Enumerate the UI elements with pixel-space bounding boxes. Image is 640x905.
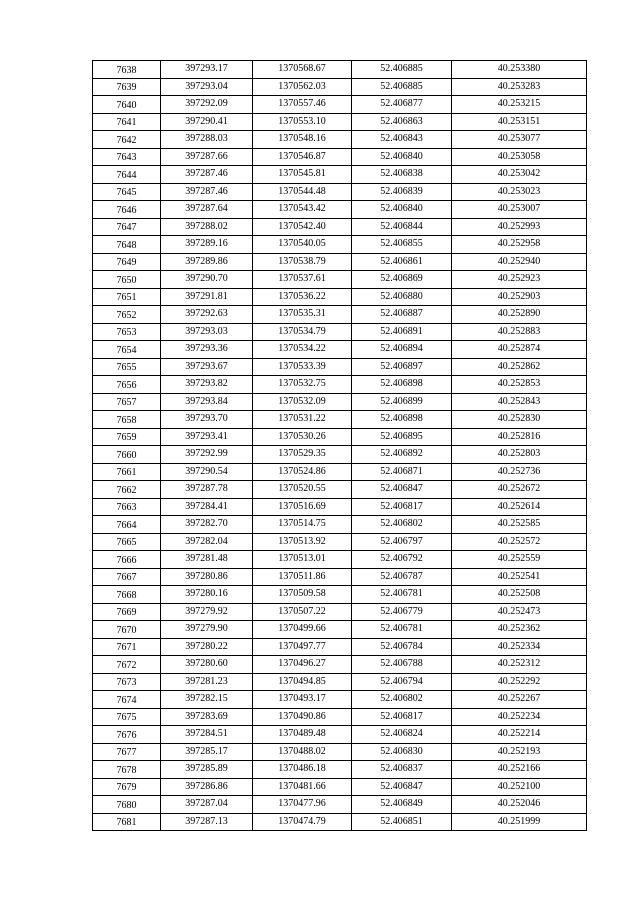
y-coordinate-cell: 1370557.46: [253, 96, 352, 114]
x-coordinate-cell: 397280.16: [161, 586, 253, 604]
point-number-cell: 7640: [93, 96, 161, 114]
point-number-cell: 7676: [93, 726, 161, 744]
point-number-cell: 7662: [93, 481, 161, 499]
point-number-cell: 7678: [93, 761, 161, 779]
x-coordinate-cell: 397279.92: [161, 603, 253, 621]
longitude-cell: 40.252585: [452, 516, 587, 534]
table-row: [93, 673, 587, 691]
table-row: [93, 603, 587, 621]
y-coordinate-cell: 1370548.16: [253, 131, 352, 149]
point-number-cell: 7643: [93, 148, 161, 166]
x-coordinate-cell: 397288.02: [161, 218, 253, 236]
table-row: [93, 323, 587, 341]
table-row: [93, 586, 587, 604]
y-coordinate-cell: 1370524.86: [253, 463, 352, 481]
x-coordinate-cell: 397287.46: [161, 166, 253, 184]
x-coordinate-cell: 397290.41: [161, 113, 253, 131]
y-coordinate-cell: 1370530.26: [253, 428, 352, 446]
x-coordinate-cell: 397284.51: [161, 726, 253, 744]
y-coordinate-cell: 1370553.10: [253, 113, 352, 131]
longitude-cell: 40.252292: [452, 673, 587, 691]
longitude-cell: 40.252362: [452, 621, 587, 639]
table-row: [93, 113, 587, 131]
x-coordinate-cell: 397280.22: [161, 638, 253, 656]
y-coordinate-cell: 1370529.35: [253, 446, 352, 464]
table-row: [93, 516, 587, 534]
table-row: [93, 393, 587, 411]
longitude-cell: 40.252803: [452, 446, 587, 464]
x-coordinate-cell: 397290.54: [161, 463, 253, 481]
table-row: [93, 201, 587, 219]
table-row: [93, 481, 587, 499]
y-coordinate-cell: 1370538.79: [253, 253, 352, 271]
point-number-cell: 7671: [93, 638, 161, 656]
x-coordinate-cell: 397290.70: [161, 271, 253, 289]
latitude-cell: 52.406840: [352, 201, 452, 219]
longitude-cell: 40.252234: [452, 708, 587, 726]
table-row: [93, 78, 587, 96]
latitude-cell: 52.406840: [352, 148, 452, 166]
longitude-cell: 40.252890: [452, 306, 587, 324]
y-coordinate-cell: 1370562.03: [253, 78, 352, 96]
y-coordinate-cell: 1370477.96: [253, 796, 352, 814]
latitude-cell: 52.406784: [352, 638, 452, 656]
y-coordinate-cell: 1370494.85: [253, 673, 352, 691]
longitude-cell: 40.252334: [452, 638, 587, 656]
latitude-cell: 52.406891: [352, 323, 452, 341]
x-coordinate-cell: 397285.89: [161, 761, 253, 779]
table-row: [93, 638, 587, 656]
point-number-cell: 7660: [93, 446, 161, 464]
latitude-cell: 52.406855: [352, 236, 452, 254]
table-row: [93, 411, 587, 429]
table-row: [93, 656, 587, 674]
longitude-cell: 40.252672: [452, 481, 587, 499]
point-number-cell: 7654: [93, 341, 161, 359]
x-coordinate-cell: 397289.16: [161, 236, 253, 254]
point-number-cell: 7657: [93, 393, 161, 411]
latitude-cell: 52.406824: [352, 726, 452, 744]
table-row: [93, 463, 587, 481]
y-coordinate-cell: 1370513.01: [253, 551, 352, 569]
latitude-cell: 52.406787: [352, 568, 452, 586]
x-coordinate-cell: 397282.15: [161, 691, 253, 709]
y-coordinate-cell: 1370474.79: [253, 813, 352, 831]
longitude-cell: 40.252214: [452, 726, 587, 744]
latitude-cell: 52.406817: [352, 708, 452, 726]
point-number-cell: 7651: [93, 288, 161, 306]
y-coordinate-cell: 1370507.22: [253, 603, 352, 621]
table-row: [93, 218, 587, 236]
longitude-cell: 40.253283: [452, 78, 587, 96]
x-coordinate-cell: 397284.41: [161, 498, 253, 516]
y-coordinate-cell: 1370531.22: [253, 411, 352, 429]
x-coordinate-cell: 397287.64: [161, 201, 253, 219]
longitude-cell: 40.252843: [452, 393, 587, 411]
y-coordinate-cell: 1370497.77: [253, 638, 352, 656]
point-number-cell: 7661: [93, 463, 161, 481]
x-coordinate-cell: 397279.90: [161, 621, 253, 639]
table-row: [93, 148, 587, 166]
x-coordinate-cell: 397288.03: [161, 131, 253, 149]
longitude-cell: 40.251999: [452, 813, 587, 831]
table-row: [93, 761, 587, 779]
x-coordinate-cell: 397280.60: [161, 656, 253, 674]
x-coordinate-cell: 397285.17: [161, 743, 253, 761]
latitude-cell: 52.406894: [352, 341, 452, 359]
point-number-cell: 7677: [93, 743, 161, 761]
table-row: [93, 61, 587, 79]
latitude-cell: 52.406892: [352, 446, 452, 464]
y-coordinate-cell: 1370514.75: [253, 516, 352, 534]
point-number-cell: 7669: [93, 603, 161, 621]
latitude-cell: 52.406869: [352, 271, 452, 289]
latitude-cell: 52.406898: [352, 376, 452, 394]
point-number-cell: 7641: [93, 113, 161, 131]
longitude-cell: 40.252559: [452, 551, 587, 569]
table-row: [93, 131, 587, 149]
point-number-cell: 7652: [93, 306, 161, 324]
x-coordinate-cell: 397281.23: [161, 673, 253, 691]
table-row: [93, 691, 587, 709]
longitude-cell: 40.252883: [452, 323, 587, 341]
table-row: [93, 778, 587, 796]
x-coordinate-cell: 397293.03: [161, 323, 253, 341]
latitude-cell: 52.406802: [352, 691, 452, 709]
latitude-cell: 52.406863: [352, 113, 452, 131]
table-row: [93, 428, 587, 446]
latitude-cell: 52.406844: [352, 218, 452, 236]
y-coordinate-cell: 1370545.81: [253, 166, 352, 184]
y-coordinate-cell: 1370490.86: [253, 708, 352, 726]
longitude-cell: 40.252993: [452, 218, 587, 236]
longitude-cell: 40.253023: [452, 183, 587, 201]
table-row: [93, 708, 587, 726]
point-number-cell: 7680: [93, 796, 161, 814]
longitude-cell: 40.252312: [452, 656, 587, 674]
latitude-cell: 52.406877: [352, 96, 452, 114]
longitude-cell: 40.253058: [452, 148, 587, 166]
point-number-cell: 7663: [93, 498, 161, 516]
y-coordinate-cell: 1370513.92: [253, 533, 352, 551]
y-coordinate-cell: 1370520.55: [253, 481, 352, 499]
longitude-cell: 40.253007: [452, 201, 587, 219]
table-row: [93, 533, 587, 551]
latitude-cell: 52.406895: [352, 428, 452, 446]
latitude-cell: 52.406839: [352, 183, 452, 201]
x-coordinate-cell: 397287.46: [161, 183, 253, 201]
latitude-cell: 52.406802: [352, 516, 452, 534]
table-row: [93, 551, 587, 569]
point-number-cell: 7674: [93, 691, 161, 709]
table-row: [93, 183, 587, 201]
longitude-cell: 40.252862: [452, 358, 587, 376]
table-row: [93, 306, 587, 324]
y-coordinate-cell: 1370489.48: [253, 726, 352, 744]
table-row: [93, 253, 587, 271]
point-number-cell: 7646: [93, 201, 161, 219]
x-coordinate-cell: 397287.13: [161, 813, 253, 831]
y-coordinate-cell: 1370533.39: [253, 358, 352, 376]
point-number-cell: 7642: [93, 131, 161, 149]
x-coordinate-cell: 397287.04: [161, 796, 253, 814]
table-row: [93, 568, 587, 586]
point-number-cell: 7645: [93, 183, 161, 201]
table-row: [93, 166, 587, 184]
table-row: [93, 358, 587, 376]
longitude-cell: 40.252940: [452, 253, 587, 271]
point-number-cell: 7653: [93, 323, 161, 341]
x-coordinate-cell: 397293.84: [161, 393, 253, 411]
longitude-cell: 40.252572: [452, 533, 587, 551]
table-row: [93, 236, 587, 254]
longitude-cell: 40.252853: [452, 376, 587, 394]
x-coordinate-cell: 397293.04: [161, 78, 253, 96]
point-number-cell: 7650: [93, 271, 161, 289]
longitude-cell: 40.252508: [452, 586, 587, 604]
longitude-cell: 40.252267: [452, 691, 587, 709]
table-row: [93, 621, 587, 639]
x-coordinate-cell: 397292.99: [161, 446, 253, 464]
point-number-cell: 7665: [93, 533, 161, 551]
point-number-cell: 7655: [93, 358, 161, 376]
latitude-cell: 52.406851: [352, 813, 452, 831]
longitude-cell: 40.252923: [452, 271, 587, 289]
table-row: [93, 726, 587, 744]
table-row: [93, 796, 587, 814]
longitude-cell: 40.253151: [452, 113, 587, 131]
latitude-cell: 52.406794: [352, 673, 452, 691]
longitude-cell: 40.252830: [452, 411, 587, 429]
y-coordinate-cell: 1370544.48: [253, 183, 352, 201]
y-coordinate-cell: 1370532.75: [253, 376, 352, 394]
y-coordinate-cell: 1370499.66: [253, 621, 352, 639]
longitude-cell: 40.252166: [452, 761, 587, 779]
latitude-cell: 52.406830: [352, 743, 452, 761]
latitude-cell: 52.406898: [352, 411, 452, 429]
longitude-cell: 40.252903: [452, 288, 587, 306]
table-row: [93, 96, 587, 114]
coordinates-table: [92, 60, 587, 831]
point-number-cell: 7667: [93, 568, 161, 586]
point-number-cell: 7644: [93, 166, 161, 184]
y-coordinate-cell: 1370537.61: [253, 271, 352, 289]
point-number-cell: 7639: [93, 78, 161, 96]
latitude-cell: 52.406887: [352, 306, 452, 324]
latitude-cell: 52.406861: [352, 253, 452, 271]
point-number-cell: 7659: [93, 428, 161, 446]
point-number-cell: 7658: [93, 411, 161, 429]
x-coordinate-cell: 397281.48: [161, 551, 253, 569]
table-row: [93, 341, 587, 359]
table-row: [93, 288, 587, 306]
point-number-cell: 7668: [93, 586, 161, 604]
y-coordinate-cell: 1370534.79: [253, 323, 352, 341]
longitude-cell: 40.253042: [452, 166, 587, 184]
y-coordinate-cell: 1370536.22: [253, 288, 352, 306]
x-coordinate-cell: 397293.36: [161, 341, 253, 359]
y-coordinate-cell: 1370540.05: [253, 236, 352, 254]
x-coordinate-cell: 397283.69: [161, 708, 253, 726]
x-coordinate-cell: 397280.86: [161, 568, 253, 586]
point-number-cell: 7656: [93, 376, 161, 394]
longitude-cell: 40.252958: [452, 236, 587, 254]
x-coordinate-cell: 397289.86: [161, 253, 253, 271]
y-coordinate-cell: 1370532.09: [253, 393, 352, 411]
latitude-cell: 52.406781: [352, 621, 452, 639]
table-row: [93, 743, 587, 761]
longitude-cell: 40.253077: [452, 131, 587, 149]
table-row: [93, 271, 587, 289]
y-coordinate-cell: 1370534.22: [253, 341, 352, 359]
longitude-cell: 40.253380: [452, 61, 587, 79]
longitude-cell: 40.253215: [452, 96, 587, 114]
x-coordinate-cell: 397293.41: [161, 428, 253, 446]
table-row: [93, 446, 587, 464]
latitude-cell: 52.406817: [352, 498, 452, 516]
longitude-cell: 40.252736: [452, 463, 587, 481]
y-coordinate-cell: 1370481.66: [253, 778, 352, 796]
latitude-cell: 52.406885: [352, 78, 452, 96]
x-coordinate-cell: 397293.82: [161, 376, 253, 394]
coordinates-table-body: [93, 61, 587, 831]
longitude-cell: 40.252614: [452, 498, 587, 516]
longitude-cell: 40.252874: [452, 341, 587, 359]
y-coordinate-cell: 1370496.27: [253, 656, 352, 674]
table-row: [93, 813, 587, 831]
y-coordinate-cell: 1370543.42: [253, 201, 352, 219]
point-number-cell: 7648: [93, 236, 161, 254]
y-coordinate-cell: 1370493.17: [253, 691, 352, 709]
latitude-cell: 52.406847: [352, 481, 452, 499]
x-coordinate-cell: 397287.66: [161, 148, 253, 166]
longitude-cell: 40.252100: [452, 778, 587, 796]
y-coordinate-cell: 1370509.58: [253, 586, 352, 604]
point-number-cell: 7670: [93, 621, 161, 639]
latitude-cell: 52.406885: [352, 61, 452, 79]
point-number-cell: 7664: [93, 516, 161, 534]
longitude-cell: 40.252541: [452, 568, 587, 586]
table-row: [93, 498, 587, 516]
x-coordinate-cell: 397287.78: [161, 481, 253, 499]
latitude-cell: 52.406838: [352, 166, 452, 184]
y-coordinate-cell: 1370535.31: [253, 306, 352, 324]
latitude-cell: 52.406779: [352, 603, 452, 621]
point-number-cell: 7681: [93, 813, 161, 831]
y-coordinate-cell: 1370486.18: [253, 761, 352, 779]
point-number-cell: 7638: [93, 61, 161, 79]
y-coordinate-cell: 1370488.02: [253, 743, 352, 761]
x-coordinate-cell: 397293.67: [161, 358, 253, 376]
x-coordinate-cell: 397286.86: [161, 778, 253, 796]
y-coordinate-cell: 1370516.69: [253, 498, 352, 516]
latitude-cell: 52.406897: [352, 358, 452, 376]
x-coordinate-cell: 397293.70: [161, 411, 253, 429]
latitude-cell: 52.406871: [352, 463, 452, 481]
longitude-cell: 40.252193: [452, 743, 587, 761]
latitude-cell: 52.406837: [352, 761, 452, 779]
point-number-cell: 7672: [93, 656, 161, 674]
y-coordinate-cell: 1370542.40: [253, 218, 352, 236]
latitude-cell: 52.406797: [352, 533, 452, 551]
y-coordinate-cell: 1370546.87: [253, 148, 352, 166]
latitude-cell: 52.406843: [352, 131, 452, 149]
point-number-cell: 7666: [93, 551, 161, 569]
x-coordinate-cell: 397291.81: [161, 288, 253, 306]
x-coordinate-cell: 397282.70: [161, 516, 253, 534]
latitude-cell: 52.406788: [352, 656, 452, 674]
x-coordinate-cell: 397292.09: [161, 96, 253, 114]
longitude-cell: 40.252816: [452, 428, 587, 446]
latitude-cell: 52.406849: [352, 796, 452, 814]
point-number-cell: 7673: [93, 673, 161, 691]
latitude-cell: 52.406792: [352, 551, 452, 569]
x-coordinate-cell: 397293.17: [161, 61, 253, 79]
point-number-cell: 7649: [93, 253, 161, 271]
point-number-cell: 7647: [93, 218, 161, 236]
longitude-cell: 40.252473: [452, 603, 587, 621]
y-coordinate-cell: 1370568.67: [253, 61, 352, 79]
latitude-cell: 52.406847: [352, 778, 452, 796]
latitude-cell: 52.406781: [352, 586, 452, 604]
longitude-cell: 40.252046: [452, 796, 587, 814]
x-coordinate-cell: 397292.63: [161, 306, 253, 324]
point-number-cell: 7679: [93, 778, 161, 796]
table-row: [93, 376, 587, 394]
latitude-cell: 52.406899: [352, 393, 452, 411]
x-coordinate-cell: 397282.04: [161, 533, 253, 551]
y-coordinate-cell: 1370511.86: [253, 568, 352, 586]
latitude-cell: 52.406880: [352, 288, 452, 306]
point-number-cell: 7675: [93, 708, 161, 726]
